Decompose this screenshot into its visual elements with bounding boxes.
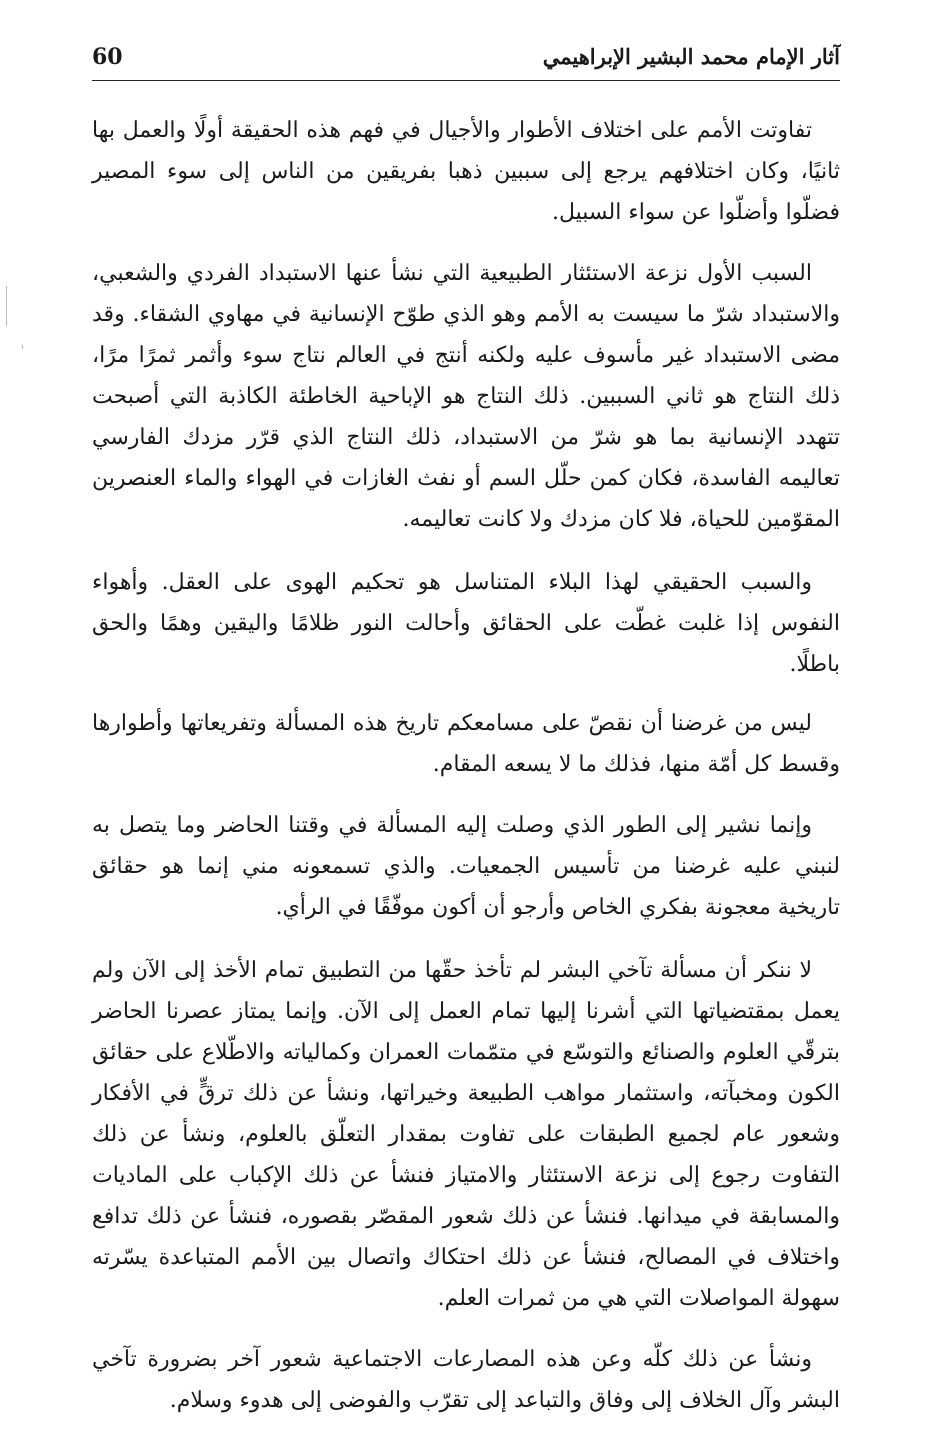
page-header [92, 40, 840, 81]
paragraph: ليس من غرضنا أن نقصّ على مسامعكم تاريخ هذه المسألة وتفريعاتها وأطوارها وقسط كل أمّة منها، فذلك ما لا يسعه المقام. [92, 711, 840, 777]
paragraph: والسبب الحقيقي لهذا البلاء المتناسل هو تحكيم الهوى على العقل. وأهواء النفوس إذا غلبت غطّت على الحقائق وأحالت النور ظلامًا واليقين وهمًا والحق باطلًا. [92, 570, 840, 677]
paragraph: تفاوتت الأمم على اختلاف الأطوار والأجيال في فهم هذه الحقيقة أولًا والعمل بها ثانيًا، وكان اختلافهم يرجع إلى سببين ذهبا بفريقين من الناس إلى سوء المصير فضلّوا وأضلّوا عن سواء السبيل. [92, 118, 840, 225]
paragraph: السبب الأول نزعة الاستئثار الطبيعية التي نشأ عنها الاستبداد الفردي والشعبي، والاستبداد شرّ ما سيست به الأمم وهو الذي طوّح الإنسانية في مهاوي الشقاء. وقد مضى الاستبداد غير مأسوف عليه ولكنه أنتج في العالم نتاج سوء وأثمر ثمرًا مرًا، ذلك النتاج هو ثاني السببين. ذلك النتاج هو الإباحية الخاطئة الكاذبة التي أصبحت تتهدد الإنسانية بما هو شرّ من الاستبداد، ذلك النتاج الذي قرّر مزدك الفارسي تعاليمه الفاسدة، فكان كمن حلّل السم أو نفث الغازات في الهواء والماء العنصرين المقوّمين للحياة، فلا كان مزدك ولا كانت تعاليمه. [92, 261, 840, 532]
paragraph: ونشأ عن ذلك كلّه وعن هذه المصارعات الاجتماعية شعور آخر بضرورة تآخي البشر وآل الخلاف إلى وفاق والتباعد إلى تقرّب والفوضى إلى هدوء وسلام. [92, 1347, 840, 1413]
paragraph: وإنما نشير إلى الطور الذي وصلت إليه المسألة في وقتنا الحاضر وما يتصل به لنبني عليه غرضنا من تأسيس الجمعيات. والذي تسمعونه مني إنما هو حقائق تاريخية معجونة بفكري الخاص وأرجو أن أكون موفّقًا في الرأي. [92, 813, 840, 920]
page-number: 60 [92, 44, 123, 70]
running-title: آثار الإمام محمد البشير الإبراهيمي [542, 44, 840, 69]
margin-mark [22, 345, 23, 349]
paragraph: لا ننكر أن مسألة تآخي البشر لم تأخذ حقّها من التطبيق تمام الأخذ إلى الآن ولم يعمل بمقتضياتها التي أشرنا إليها تمام العمل إلى الآن. وإنما يمتاز عصرنا الحاضر بترقّي العلوم والصنائع والتوسّع في متمّمات العمران وكمالياته والاطّلاع على حقائق الكون ومخبآته، واستثمار مواهب الطبيعة وخيراتها، ونشأ عن ذلك ترقٍّ في الأفكار وشعور عام لجميع الطبقات على تفاوت بمقدار التعلّق بالعلوم، ونشأ عن ذلك التفاوت رجوع إلى نزعة الاستئثار والامتياز فنشأ عن ذلك الإكباب على الماديات والمسابقة في ميدانها. فنشأ عن ذلك شعور المقصّر بقصوره، فنشأ عن ذلك تدافع واختلاف في المصالح، فنشأ عن ذلك احتكاك واتصال بين الأمم المتباعدة يسّرته سهولة المواصلات التي هي من ثمرات العلم. [92, 958, 840, 1311]
body-text [92, 110, 840, 1439]
margin-mark [6, 286, 7, 326]
